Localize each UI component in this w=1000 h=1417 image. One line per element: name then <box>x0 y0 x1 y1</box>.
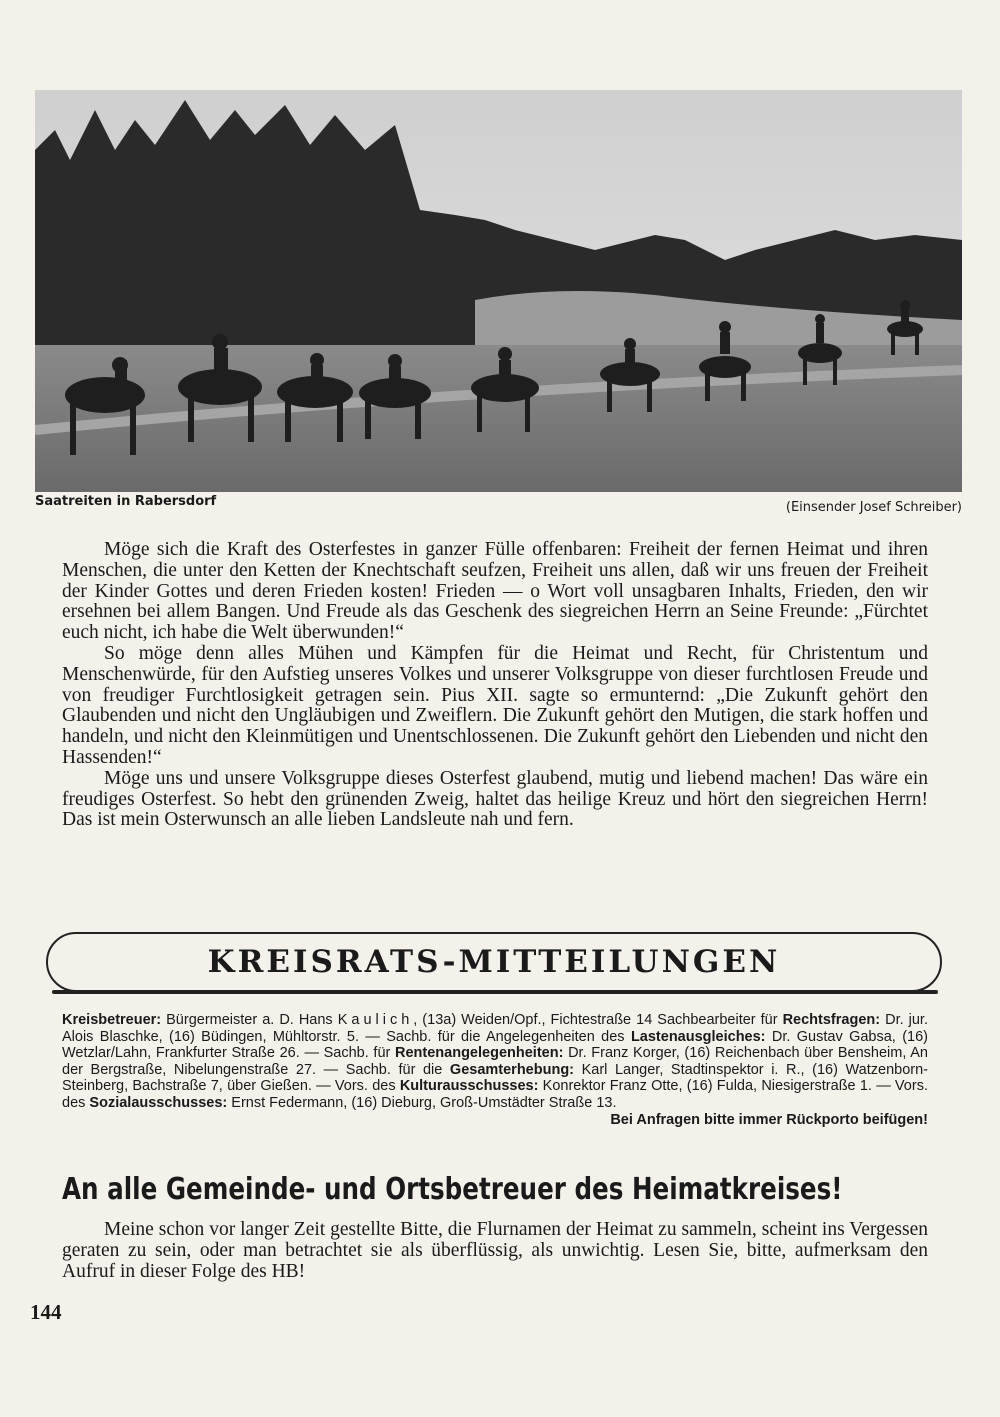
article-body <box>62 540 928 831</box>
kreisrat-text: Konrektor Franz Otte, (16) Fulda, Niesigerstraße 1. — Vors. des <box>62 1078 928 1111</box>
article-paragraph: So möge denn alles Mühen und Kämpfen für die Heimat und Recht, für Christentum und Menschenwürde, für den Aufstieg unseres Volkes und unserer Volksgruppe von dieser furchtlosen Freude und von freudiger Furchtlosigkeit getragen sein. Pius XII. sagte so ermunternd: „Die Zukunft gehört den Glaubenden und nicht den Ungläubigen und Zweiflern. Die Zukunft gehört den Mutigen, die stark hoffen und handeln, und nicht den Kleinmütigen und Unentschlossenen. Die Zukunft gehört den Liebenden und nicht den Hassenden!“ <box>62 642 928 768</box>
rueckporto-note: Bei Anfragen bitte immer Rückporto beifügen! <box>610 1111 928 1128</box>
kreisrat-text: Ernst Federmann, (16) Dieburg, Groß-Umstädter Straße 13. <box>227 1094 617 1111</box>
kreisrat-title: KREISRATS-MITTEILUNGEN <box>207 944 781 980</box>
label-gesamterhebung: Gesamterhebung: <box>449 1061 575 1078</box>
kreisrat-text: Bürgermeister a. D. Hans <box>166 1012 338 1028</box>
label-kulturausschuss: Kulturausschusses: <box>399 1078 539 1095</box>
kreisrat-name-spaced: Kaulich <box>337 1012 414 1028</box>
photo-credit: (Einsender Josef Schreiber) <box>785 500 962 515</box>
photo-saatreiten <box>35 90 962 492</box>
appeal-headline: An alle Gemeinde- und Ortsbetreuer des Heimatkreises! <box>62 1172 843 1207</box>
appeal-paragraph: Meine schon vor langer Zeit gestellte Bitte, die Flurnamen der Heimat zu sammeln, scheint ins Vergessen geraten zu sein, oder man betrachtet sie als überflüssig, als unwichtig. Lesen Sie, bitte, aufmerksam den Aufruf in dieser Folge des HB! <box>62 1219 928 1282</box>
article-paragraph: Möge sich die Kraft des Osterfestes in ganzer Fülle offenbaren: Freiheit der fernen Heimat und ihren Menschen, die unter den Ketten der Knechtschaft seufzen, Freiheit uns allen, daß wir uns freuen der Freiheit der Kinder Gottes und deren Frieden kosten! Frieden — o Wort voll unsagbaren Inhalts, Frieden, den wir ersehnen bei allem Bangen. Und Freude als das Geschenk des siegreichen Herrn an Seine Freunde: „Fürchtet euch nicht, ich habe die Welt überwunden!“ <box>62 539 928 644</box>
kreisrat-text: Dr. Gustav Gabsa, (16) Wetzlar/Lahn, Frankfurter Straße 26. — Sachb. für <box>62 1028 928 1062</box>
kreisrat-text: Karl Langer, Stadtinspektor i. R., (16) Watzenborn-Steinberg, Bachstraße 7, über Gießen. — Vors. des <box>62 1061 928 1095</box>
appeal-body <box>62 1220 928 1282</box>
label-lastenausgleich: Lastenausgleiches: <box>630 1028 766 1045</box>
kreisrat-text: Dr. Franz Korger, (16) Reichenbach über Bensheim, An der Bergstraße, Nibelungenstraße 27. — Sachb. für die <box>62 1045 928 1078</box>
kreisrat-text: Dr. jur. Alois Blaschke, (16) Büdingen, Mühltorstr. 5. — Sachb. für die Angelegenheiten des <box>62 1012 928 1045</box>
page-number: 144 <box>30 1300 62 1324</box>
label-rentenangelegenheiten: Rentenangelegenheiten: <box>395 1045 564 1062</box>
label-kreisbetreuer: Kreisbetreuer: <box>62 1012 162 1028</box>
article-paragraph: Möge uns und unsere Volksgruppe dieses Osterfest glaubend, mutig und liebend machen! Das wäre ein freudiges Osterfest. So hebt den grünenden Zweig, haltet das heilige Kreuz und hört den siegreichen Herrn! Das ist mein Osterwunsch an alle lieben Landsleute nah und fern. <box>62 767 928 831</box>
kreisrat-banner <box>46 932 942 992</box>
photo-illustration <box>35 90 962 492</box>
photo-caption: Saatreiten in Rabersdorf <box>35 494 217 509</box>
banner-underline <box>52 990 938 994</box>
kreisrat-text: , (13a) Weiden/Opf., Fichtestraße 14 Sachbearbeiter für <box>413 1012 783 1028</box>
label-rechtsfragen: Rechtsfragen: <box>782 1012 881 1028</box>
kreisrat-notices <box>62 1012 928 1128</box>
label-sozialausschuss: Sozialausschusses: <box>89 1094 228 1111</box>
